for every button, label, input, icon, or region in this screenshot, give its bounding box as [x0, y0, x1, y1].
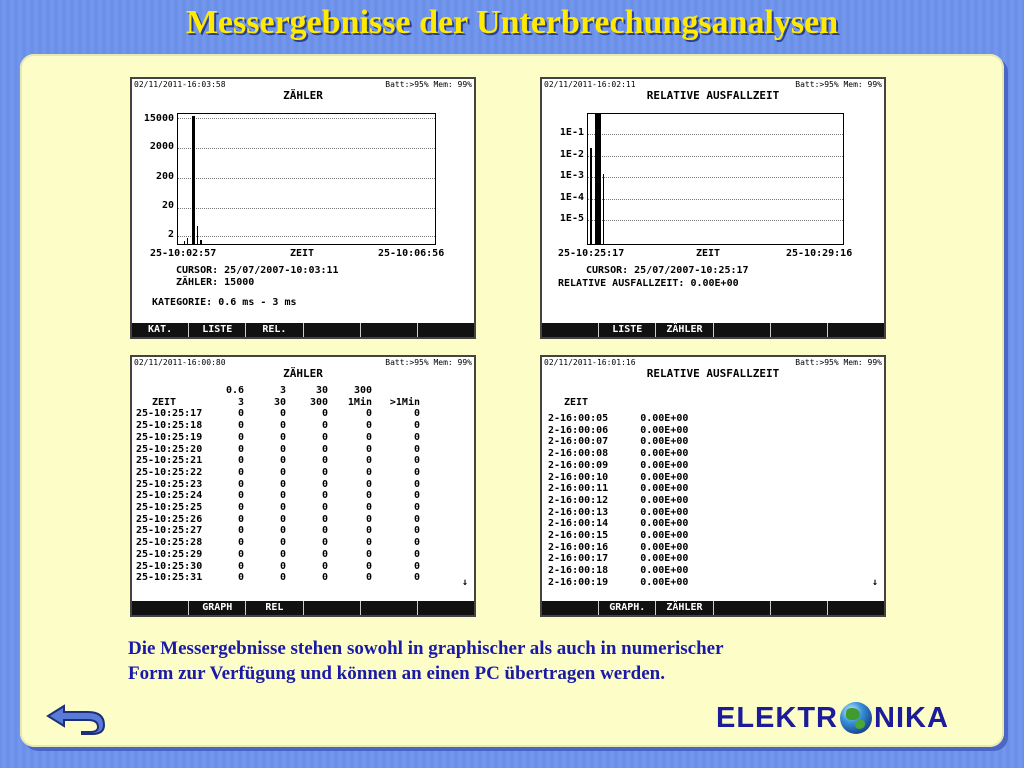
table-row — [546, 425, 690, 437]
data-spike — [200, 240, 202, 244]
time-cell: 25-10:25:23 — [136, 478, 203, 490]
time-cell: 2-16:00:05 — [548, 413, 609, 424]
count-cell: 0 — [413, 548, 420, 560]
time-cell: 25-10:25:20 — [136, 443, 203, 455]
back-arrow-button[interactable] — [44, 700, 106, 736]
time-cell: 25-10:25:21 — [136, 455, 203, 467]
screen-title: RELATIVE AUSFALLZEIT — [646, 89, 780, 102]
gridline — [588, 220, 843, 221]
count-cell: 0 — [413, 513, 420, 525]
time-cell: 25-10:25:18 — [136, 420, 203, 432]
table-row — [134, 420, 422, 432]
count-cell: 0 — [321, 478, 328, 490]
count-cell: 0 — [279, 502, 286, 514]
time-cell: 2-16:00:19 — [548, 576, 609, 588]
column-header: ZEIT — [152, 396, 177, 408]
table-row — [134, 455, 422, 467]
table-row — [134, 432, 422, 444]
count-cell: 0 — [237, 443, 244, 455]
y-tick: 2000 — [149, 141, 174, 152]
fkey-6[interactable] — [418, 323, 474, 337]
value-cell: 0.00E+00 — [640, 459, 689, 471]
count-cell: 0 — [413, 572, 420, 584]
time-cell: 25-10:25:22 — [136, 466, 203, 478]
count-cell: 0 — [413, 537, 420, 549]
battery-memory-status: Batt:>95% Mem: 99% — [385, 358, 472, 367]
table-row — [546, 495, 690, 507]
table-row — [546, 542, 690, 554]
time-cell: 25-10:25:25 — [136, 502, 203, 514]
function-key-bar — [132, 601, 474, 615]
value-cell: 0.00E+00 — [640, 471, 689, 483]
table-row — [546, 507, 690, 519]
globe-icon — [840, 702, 872, 734]
logo-text-right: NIKA — [874, 702, 949, 734]
count-cell: 0 — [321, 420, 328, 432]
table-row — [546, 577, 690, 589]
count-cell: 0 — [279, 431, 286, 443]
table-header-row — [134, 397, 422, 409]
time-cell: 25-10:25:17 — [136, 408, 203, 420]
count-cell: 0 — [279, 513, 286, 525]
x-axis-label: ZEIT — [696, 248, 721, 259]
y-tick: 2 — [167, 229, 174, 240]
fkey-liste[interactable]: LISTE — [599, 323, 656, 337]
count-cell: 0 — [365, 466, 372, 478]
y-tick: 20 — [161, 200, 174, 211]
time-cell: 2-16:00:18 — [548, 565, 609, 577]
data-spike — [184, 241, 185, 244]
count-cell: 0 — [365, 478, 372, 490]
count-cell: 0 — [365, 420, 372, 432]
cursor-readout: CURSOR: 25/07/2007-10:03:11 — [176, 265, 339, 276]
column-header: 300 — [309, 396, 328, 408]
table-row — [134, 408, 422, 420]
x-axis-label: ZEIT — [290, 248, 315, 259]
y-tick: 15000 — [143, 113, 174, 124]
count-cell: 0 — [237, 560, 244, 572]
count-cell: 0 — [279, 490, 286, 502]
value-cell: 0.00E+00 — [640, 565, 689, 577]
table-row — [134, 490, 422, 502]
downtime-plot-area — [587, 113, 844, 245]
column-header: >1Min — [389, 396, 420, 408]
battery-memory-status: Batt:>95% Mem: 99% — [795, 358, 882, 367]
count-cell: 0 — [321, 502, 328, 514]
time-cell: 25-10:25:28 — [136, 537, 203, 549]
fkey-graph[interactable]: GRAPH. — [599, 601, 656, 615]
count-cell: 0 — [237, 502, 244, 514]
screen-title: RELATIVE AUSFALLZEIT — [646, 367, 780, 380]
time-cell: 2-16:00:07 — [548, 436, 609, 448]
counter-plot-area — [177, 113, 436, 245]
count-cell: 0 — [413, 443, 420, 455]
time-cell: 25-10:25:31 — [136, 572, 203, 584]
count-cell: 0 — [237, 420, 244, 432]
gridline — [178, 208, 435, 209]
fkey-liste[interactable]: LISTE — [189, 323, 246, 337]
description-line: Die Messergebnisse stehen sowohl in graphischer als auch in numerischer — [128, 638, 724, 659]
table-row — [134, 444, 422, 456]
value-cell: 0.00E+00 — [640, 541, 689, 553]
count-cell: 0 — [365, 513, 372, 525]
function-key-bar — [542, 601, 884, 615]
count-cell: 0 — [321, 537, 328, 549]
count-cell: 0 — [279, 548, 286, 560]
count-cell: 0 — [279, 572, 286, 584]
fkey-1[interactable] — [542, 601, 599, 615]
count-cell: 0 — [279, 525, 286, 537]
y-tick: 200 — [155, 171, 174, 182]
x-start-label: 25-10:25:17 — [558, 248, 625, 259]
table-row — [546, 460, 690, 472]
y-tick: 1E-4 — [559, 192, 584, 203]
data-spike — [197, 226, 198, 244]
time-cell: 2-16:00:11 — [548, 483, 609, 495]
count-cell: 0 — [321, 548, 328, 560]
column-header: 30 — [273, 396, 286, 408]
y-tick: 1E-1 — [559, 127, 584, 138]
table-row — [546, 413, 690, 425]
time-cell: 2-16:00:12 — [548, 494, 609, 506]
count-cell: 0 — [237, 548, 244, 560]
count-cell: 0 — [279, 408, 286, 420]
gridline — [178, 178, 435, 179]
description-line: Form zur Verfügung und können an einen PC übertragen werden. — [128, 663, 665, 684]
count-cell: 0 — [279, 443, 286, 455]
data-spike — [192, 116, 195, 244]
fkey-4[interactable] — [714, 323, 771, 337]
count-cell: 0 — [279, 455, 286, 467]
battery-memory-status: Batt:>95% Mem: 99% — [795, 80, 882, 89]
screen-counter-list — [130, 355, 476, 617]
time-cell: 2-16:00:10 — [548, 471, 609, 483]
count-cell: 0 — [413, 490, 420, 502]
elektronika-logo — [716, 700, 949, 736]
table-row — [134, 537, 422, 549]
count-cell: 0 — [237, 408, 244, 420]
count-cell: 0 — [365, 408, 372, 420]
time-cell: 2-16:00:17 — [548, 553, 609, 565]
table-row — [134, 572, 422, 584]
count-cell: 0 — [279, 560, 286, 572]
count-cell: 0 — [237, 572, 244, 584]
table-row — [546, 530, 690, 542]
fkey-rel[interactable]: REL — [246, 601, 303, 615]
fkey-5[interactable] — [771, 323, 828, 337]
value-cell: 0.00E+00 — [640, 448, 689, 460]
scroll-down-arrow[interactable]: ↓ — [462, 577, 469, 588]
count-cell: 0 — [365, 502, 372, 514]
gridline — [588, 134, 843, 135]
timestamp: 02/11/2011-16:02:11 — [544, 80, 636, 89]
value-cell: 0.00E+00 — [640, 494, 689, 506]
time-cell: 25-10:25:26 — [136, 513, 203, 525]
time-cell: 25-10:25:24 — [136, 490, 203, 502]
count-cell: 0 — [413, 408, 420, 420]
count-cell: 0 — [413, 420, 420, 432]
count-cell: 0 — [413, 466, 420, 478]
count-cell: 0 — [237, 466, 244, 478]
count-cell: 0 — [321, 572, 328, 584]
count-cell: 0 — [413, 478, 420, 490]
gridline — [588, 199, 843, 200]
gridline — [178, 148, 435, 149]
count-cell: 0 — [321, 525, 328, 537]
x-end-label: 25-10:29:16 — [786, 248, 853, 259]
x-start-label: 25-10:02:57 — [150, 248, 217, 259]
count-cell: 0 — [413, 431, 420, 443]
column-header: 30 — [315, 385, 328, 396]
count-cell: 0 — [279, 466, 286, 478]
fkey-4[interactable] — [304, 601, 361, 615]
table-header-row — [134, 385, 422, 397]
fkey-1[interactable] — [542, 323, 599, 337]
gridline — [178, 118, 435, 119]
table-row — [134, 514, 422, 526]
count-cell: 0 — [365, 537, 372, 549]
timestamp: 02/11/2011-16:00:80 — [134, 358, 226, 367]
time-cell: 25-10:25:27 — [136, 525, 203, 537]
fkey-rel[interactable]: REL. — [246, 323, 303, 337]
count-cell: 0 — [321, 408, 328, 420]
y-tick: 1E-3 — [559, 170, 584, 181]
table-row — [134, 525, 422, 537]
function-key-bar — [542, 323, 884, 337]
count-cell: 0 — [413, 502, 420, 514]
count-cell: 0 — [279, 537, 286, 549]
timestamp: 02/11/2011-16:03:58 — [134, 80, 226, 89]
fkey-6[interactable] — [828, 323, 884, 337]
time-cell: 2-16:00:09 — [548, 459, 609, 471]
count-cell: 0 — [365, 455, 372, 467]
logo-text-left: ELEKTR — [716, 702, 838, 734]
value-cell: 0.00E+00 — [640, 413, 689, 424]
value-cell: 0.00E+00 — [640, 436, 689, 448]
fkey-5[interactable] — [361, 601, 418, 615]
timestamp: 02/11/2011-16:01:16 — [544, 358, 636, 367]
count-cell: 0 — [237, 478, 244, 490]
count-cell: 0 — [365, 560, 372, 572]
column-header — [374, 385, 422, 397]
table-row — [546, 553, 690, 565]
fkey-1[interactable] — [132, 601, 189, 615]
table-row — [134, 502, 422, 514]
scroll-down-arrow[interactable]: ↓ — [872, 577, 879, 588]
count-cell: 0 — [413, 455, 420, 467]
category-readout: KATEGORIE: 0.6 ms - 3 ms — [152, 297, 297, 308]
value-readout: ZÄHLER: 15000 — [176, 277, 255, 288]
screen-downtime-list — [540, 355, 886, 617]
table-row — [546, 448, 690, 460]
value-cell: 0.00E+00 — [640, 576, 689, 588]
downtime-table — [546, 413, 690, 589]
column-header: 3 — [237, 396, 244, 408]
time-cell: 25-10:25:30 — [136, 560, 203, 572]
time-cell: 2-16:00:08 — [548, 448, 609, 460]
count-cell: 0 — [365, 490, 372, 502]
screen-downtime-graph — [540, 77, 886, 339]
data-spike — [595, 114, 601, 244]
time-cell: 2-16:00:13 — [548, 506, 609, 518]
count-cell: 0 — [413, 525, 420, 537]
value-cell: 0.00E+00 — [640, 483, 689, 495]
data-spike — [603, 174, 604, 244]
time-cell: 2-16:00:06 — [548, 424, 609, 436]
column-header — [134, 385, 206, 397]
value-cell: 0.00E+00 — [640, 530, 689, 542]
table-row — [546, 565, 690, 577]
x-end-label: 25-10:06:56 — [378, 248, 445, 259]
column-header: 0.6 — [225, 385, 244, 396]
count-cell: 0 — [321, 431, 328, 443]
cursor-readout: CURSOR: 25/07/2007-10:25:17 — [586, 265, 749, 276]
fkey-5[interactable] — [771, 601, 828, 615]
fkey-kat[interactable]: KAT. — [132, 323, 189, 337]
slide-description — [128, 636, 724, 686]
data-spike — [590, 148, 592, 244]
table-row — [134, 549, 422, 561]
table-row — [546, 436, 690, 448]
value-cell: 0.00E+00 — [640, 553, 689, 565]
count-cell: 0 — [365, 525, 372, 537]
fkey-zaehler[interactable]: ZÄHLER — [656, 601, 713, 615]
time-cell: 2-16:00:15 — [548, 530, 609, 542]
count-cell: 0 — [321, 513, 328, 525]
column-header: 3 — [279, 385, 286, 396]
count-cell: 0 — [237, 513, 244, 525]
table-row — [134, 561, 422, 573]
time-cell: 2-16:00:14 — [548, 518, 609, 530]
y-tick: 1E-5 — [559, 213, 584, 224]
gridline — [588, 177, 843, 178]
fkey-graph[interactable]: GRAPH — [189, 601, 246, 615]
count-cell: 0 — [237, 525, 244, 537]
count-cell: 0 — [321, 490, 328, 502]
count-cell: 0 — [279, 478, 286, 490]
data-spike — [187, 238, 188, 244]
column-header: 1Min — [347, 396, 372, 408]
fkey-4[interactable] — [304, 323, 361, 337]
fkey-4[interactable] — [714, 601, 771, 615]
table-row — [546, 472, 690, 484]
count-cell: 0 — [237, 455, 244, 467]
value-readout: RELATIVE AUSFALLZEIT: 0.00E+00 — [558, 278, 739, 289]
count-cell: 0 — [365, 431, 372, 443]
table-row — [546, 483, 690, 495]
table-row — [546, 518, 690, 530]
count-cell: 0 — [237, 490, 244, 502]
fkey-5[interactable] — [361, 323, 418, 337]
y-tick: 1E-2 — [559, 149, 584, 160]
count-cell: 0 — [321, 560, 328, 572]
count-cell: 0 — [321, 455, 328, 467]
column-header: ZEIT — [564, 397, 589, 408]
value-cell: 0.00E+00 — [640, 424, 689, 436]
function-key-bar — [132, 323, 474, 337]
counter-table — [134, 385, 422, 584]
fkey-zaehler[interactable]: ZÄHLER — [656, 323, 713, 337]
battery-memory-status: Batt:>95% Mem: 99% — [385, 80, 472, 89]
gridline — [178, 236, 435, 237]
screen-title: ZÄHLER — [283, 89, 323, 102]
count-cell: 0 — [321, 466, 328, 478]
back-arrow-icon — [44, 700, 106, 736]
table-row — [134, 479, 422, 491]
count-cell: 0 — [237, 431, 244, 443]
time-cell: 2-16:00:16 — [548, 541, 609, 553]
value-cell: 0.00E+00 — [640, 506, 689, 518]
gridline — [588, 156, 843, 157]
column-header: 300 — [353, 385, 372, 396]
count-cell: 0 — [279, 420, 286, 432]
count-cell: 0 — [365, 443, 372, 455]
time-cell: 25-10:25:29 — [136, 548, 203, 560]
count-cell: 0 — [413, 560, 420, 572]
table-row — [134, 467, 422, 479]
screen-title: ZÄHLER — [283, 367, 323, 380]
count-cell: 0 — [365, 548, 372, 560]
fkey-6[interactable] — [418, 601, 474, 615]
time-cell: 25-10:25:19 — [136, 431, 203, 443]
count-cell: 0 — [321, 443, 328, 455]
count-cell: 0 — [365, 572, 372, 584]
screen-counter-graph — [130, 77, 476, 339]
count-cell: 0 — [237, 537, 244, 549]
slide-title: Messergebnisse der Unterbrechungsanalysen — [185, 4, 839, 41]
value-cell: 0.00E+00 — [640, 518, 689, 530]
fkey-6[interactable] — [828, 601, 884, 615]
